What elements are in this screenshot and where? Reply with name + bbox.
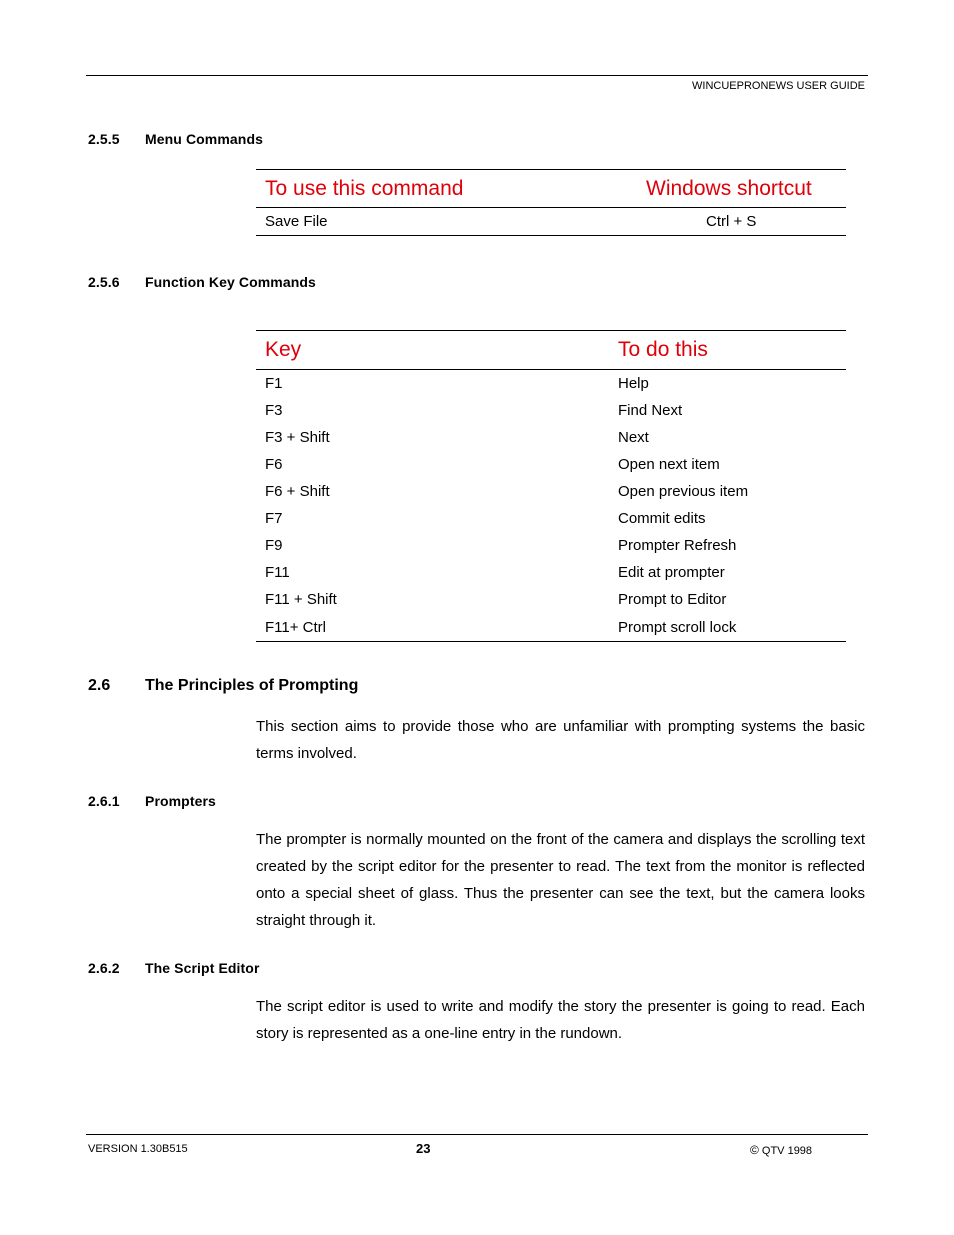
header-title: WINCUEPRONEWS USER GUIDE (692, 80, 865, 92)
section-number: 2.6 (88, 677, 111, 694)
section-number: 2.5.6 (88, 274, 120, 290)
action-cell: Next (618, 429, 649, 446)
header-rule (86, 75, 868, 76)
section-title: Prompters (145, 793, 216, 809)
copyright-text: QTV 1998 (761, 1145, 813, 1157)
menu-commands-table (256, 169, 846, 236)
column-header: Key (256, 331, 618, 370)
version-label: VERSION 1.30B515 (88, 1143, 188, 1155)
table-row (256, 424, 846, 451)
section-heading-function-key-commands (88, 274, 488, 294)
action-cell: Open next item (618, 456, 720, 473)
section-title: The Script Editor (145, 960, 260, 976)
section-title: Function Key Commands (145, 274, 316, 290)
table-row (256, 397, 846, 424)
key-cell: F11 (265, 564, 290, 581)
copyright (750, 1143, 812, 1157)
principles-paragraph: This section aims to provide those who are unfamiliar with prompting systems the basic terms involved. (256, 718, 865, 762)
action-cell: Open previous item (618, 483, 749, 500)
key-cell: F7 (265, 510, 283, 527)
function-key-table (256, 330, 846, 642)
section-title: Menu Commands (145, 131, 263, 147)
script-editor-paragraph: The script editor is used to write and modify the story the presenter is going to read. Each story is represented as a one-line entry in the rundown. (256, 998, 865, 1042)
column-header: Windows shortcut (646, 170, 846, 208)
key-cell: F3 (265, 402, 283, 419)
action-cell: Prompter Refresh (618, 537, 737, 554)
action-cell: Prompt to Editor (618, 591, 727, 608)
column-header: To do this (618, 331, 846, 370)
action-cell: Commit edits (618, 510, 706, 527)
key-cell: F6 (265, 456, 283, 473)
table-row (256, 451, 846, 478)
action-cell: Edit at prompter (618, 564, 725, 581)
section-heading-menu-commands (88, 131, 488, 151)
table-row (256, 559, 846, 586)
key-cell: F1 (265, 375, 283, 392)
key-cell: F3 + Shift (265, 429, 330, 446)
key-cell: F6 + Shift (265, 483, 330, 500)
section-number: 2.6.1 (88, 793, 120, 809)
table-row (256, 505, 846, 532)
section-heading-prompters (88, 793, 488, 813)
action-cell: Prompt scroll lock (618, 618, 737, 636)
prompters-paragraph: The prompter is normally mounted on the front of the camera and displays the scrolling text created by the script editor for the presenter to read. The text from the monitor is reflected onto a special sheet of glass. Thus the presenter can see the text, but the camera looks straight through it. (256, 831, 865, 929)
section-number: 2.6.2 (88, 960, 120, 976)
section-number: 2.5.5 (88, 131, 120, 147)
key-cell: F9 (265, 537, 283, 554)
section-heading-script-editor (88, 960, 488, 980)
table-header-row (256, 331, 846, 370)
key-cell: F11+ Ctrl (265, 618, 326, 636)
column-header: To use this command (256, 170, 646, 208)
table-cell: Ctrl + S (706, 213, 757, 230)
copyright-icon: © (750, 1143, 759, 1157)
table-row (256, 613, 846, 642)
table-row (256, 532, 846, 559)
table-row (256, 208, 846, 236)
section-heading-principles (88, 677, 588, 699)
table-header-row (256, 170, 846, 208)
table-row (256, 478, 846, 505)
footer-rule (86, 1134, 868, 1135)
section-title: The Principles of Prompting (145, 677, 359, 694)
table-cell: Save File (265, 213, 328, 230)
table-row (256, 370, 846, 398)
key-cell: F11 + Shift (265, 591, 337, 608)
action-cell: Help (618, 375, 649, 392)
page-number: 23 (416, 1141, 431, 1156)
action-cell: Find Next (618, 402, 683, 419)
table-row (256, 586, 846, 613)
